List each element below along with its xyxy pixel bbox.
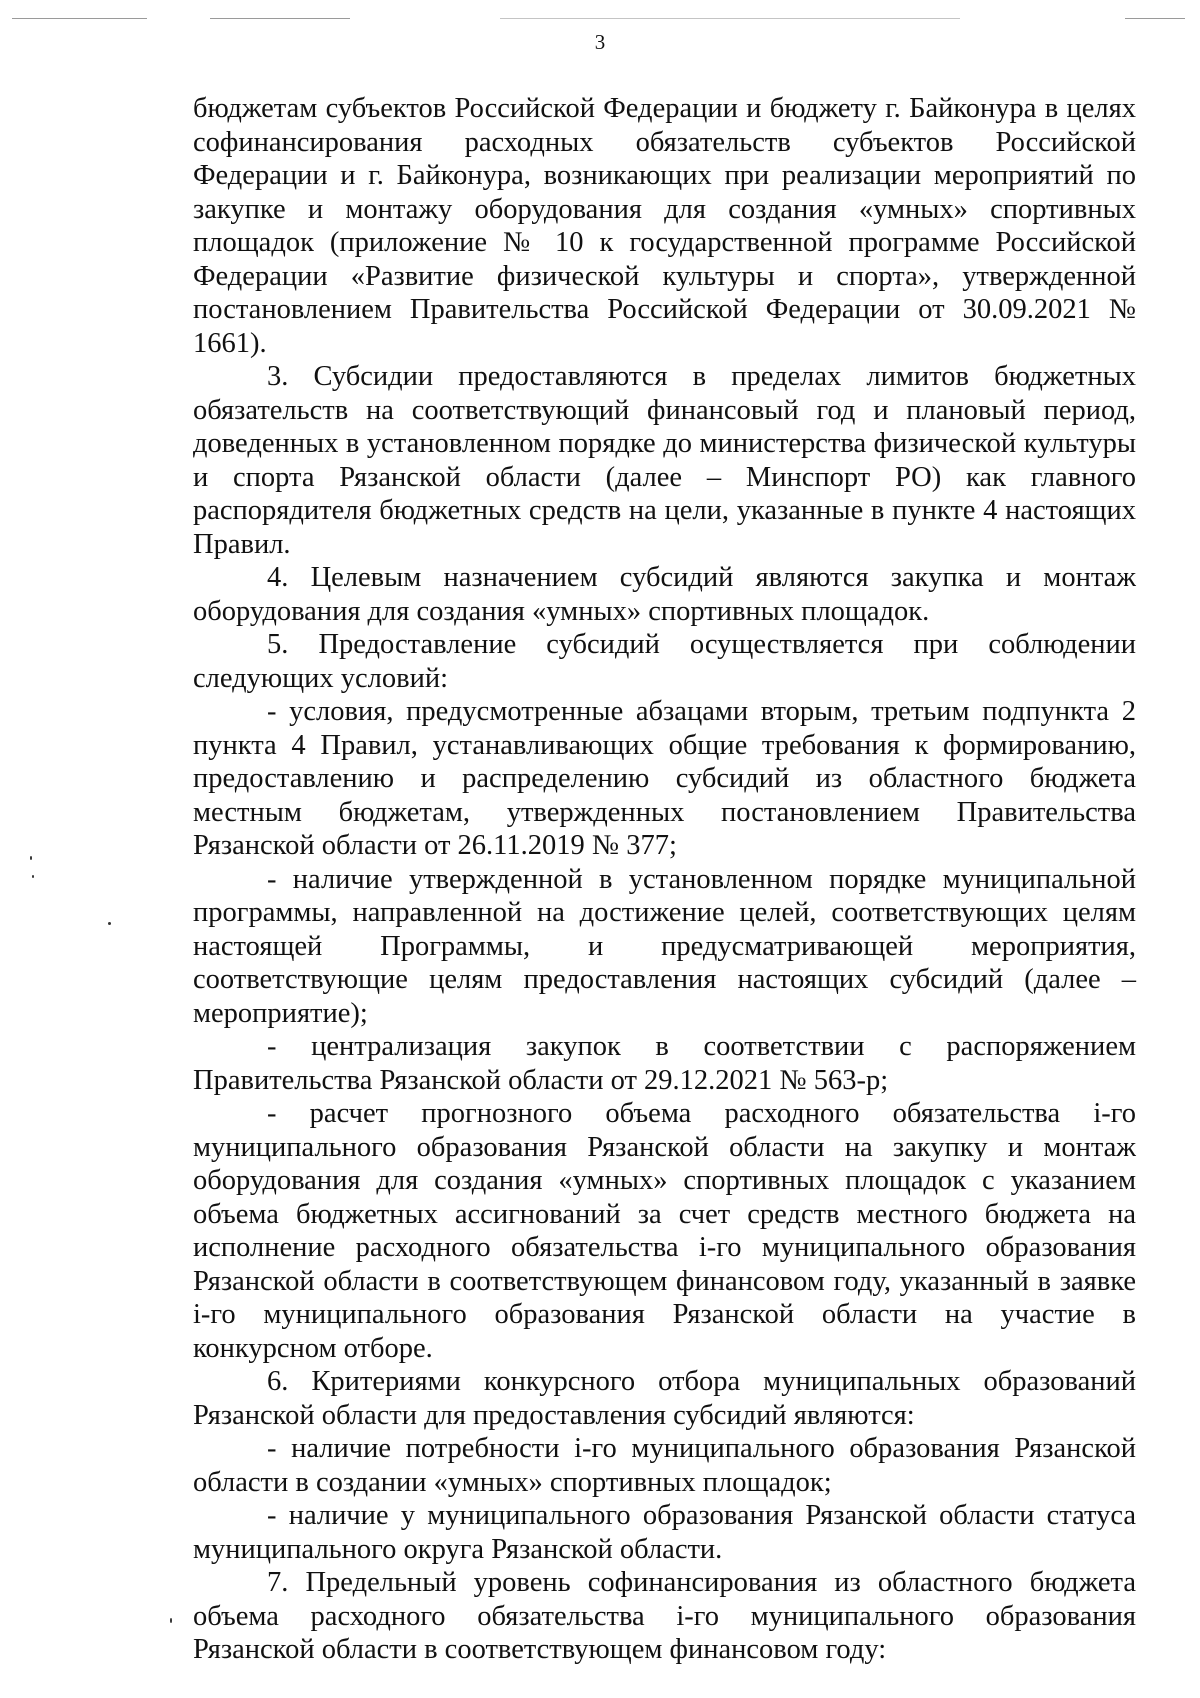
paragraph: - условия, предусмотренные абзацами вторым, третьим подпункта 2 пункта 4 Правил, устанавливающих общие требования к формированию, предоставлению и распределению субсидий из областного бюджета местным бюджетам, утвержденных постановлением Правительства Рязанской области от 26.11.2019 № 377; [193,696,1136,861]
paragraph: - наличие потребности i-го муниципального образования Рязанской области в создании «умных» спортивных площадок; [193,1433,1136,1498]
paragraph: - расчет прогнозного объема расходного обязательства i-го муниципального образования Рязанской области на закупку и монтаж оборудования для создания «умных» спортивных площадок с указанием объема бюджетных ассигнований за счет средств местного бюджета на исполнение расходного обязательства i-го муниципального образования Рязанской области в соответствующем финансовом году, указанный в заявке i-го муниципального образования Рязанской области на участие в конкурсном отборе. [193,1098,1136,1364]
page-number: 3 [594,30,606,54]
paragraph: - наличие у муниципального образования Рязанской области статуса муниципального округа Рязанской области. [193,1500,1136,1565]
paragraph: 4. Целевым назначением субсидий являются закупка и монтаж оборудования для создания «умных» спортивных площадок. [193,562,1136,627]
paragraph: - наличие утвержденной в установленном порядке муниципальной программы, направленной на достижение целей, соответствующих целям настоящей Программы, и предусматривающей мероприятия, соответствующие целям предоставления настоящих субсидий (далее – мероприятие); [193,863,1136,1029]
scan-artifact-line [12,18,147,19]
scan-speck [170,1618,172,1623]
scan-speck [32,875,34,878]
paragraph: бюджетам субъектов Российской Федерации и бюджету г. Байконура в целях софинансирования расходных обязательств субъектов Российской Федерации и г. Байконура, возникающих при реализации мероприятий по закупке и монтажу оборудования для создания «умных» спортивных площадок (приложение № 10 к государственной программе Российской Федерации «Развитие физической культуры и спорта», утвержденной постановлением Правительства Российской Федерации от 30.09.2021 № 1661). [193,93,1136,359]
scan-artifact-line [500,18,960,19]
paragraph: - централизация закупок в соответствии с распоряжением Правительства Рязанской области от 29.12.2021 № 563-р; [193,1031,1136,1096]
paragraph: 3. Субсидии предоставляются в пределах лимитов бюджетных обязательств на соответствующий финансовый год и плановый период, доведенных в установленном порядке до министерства физической культуры и спорта Рязанской области (далее – Минспорт РО) как главного распорядителя бюджетных средств на цели, указанные в пункте 4 настоящих Правил. [193,361,1136,560]
document-body [193,92,1136,1667]
paragraph: 7. Предельный уровень софинансирования из областного бюджета объема расходного обязательства i-го муниципального образования Рязанской области в соответствующем финансовом году: [193,1567,1136,1665]
scan-speck [108,922,111,925]
scan-artifact-line [1125,18,1185,19]
paragraph: 6. Критериями конкурсного отбора муниципальных образований Рязанской области для предоставления субсидий являются: [193,1366,1136,1431]
scan-speck [30,856,32,860]
paragraph: 5. Предоставление субсидий осуществляется при соблюдении следующих условий: [193,629,1136,694]
scan-artifact-line [210,18,350,19]
